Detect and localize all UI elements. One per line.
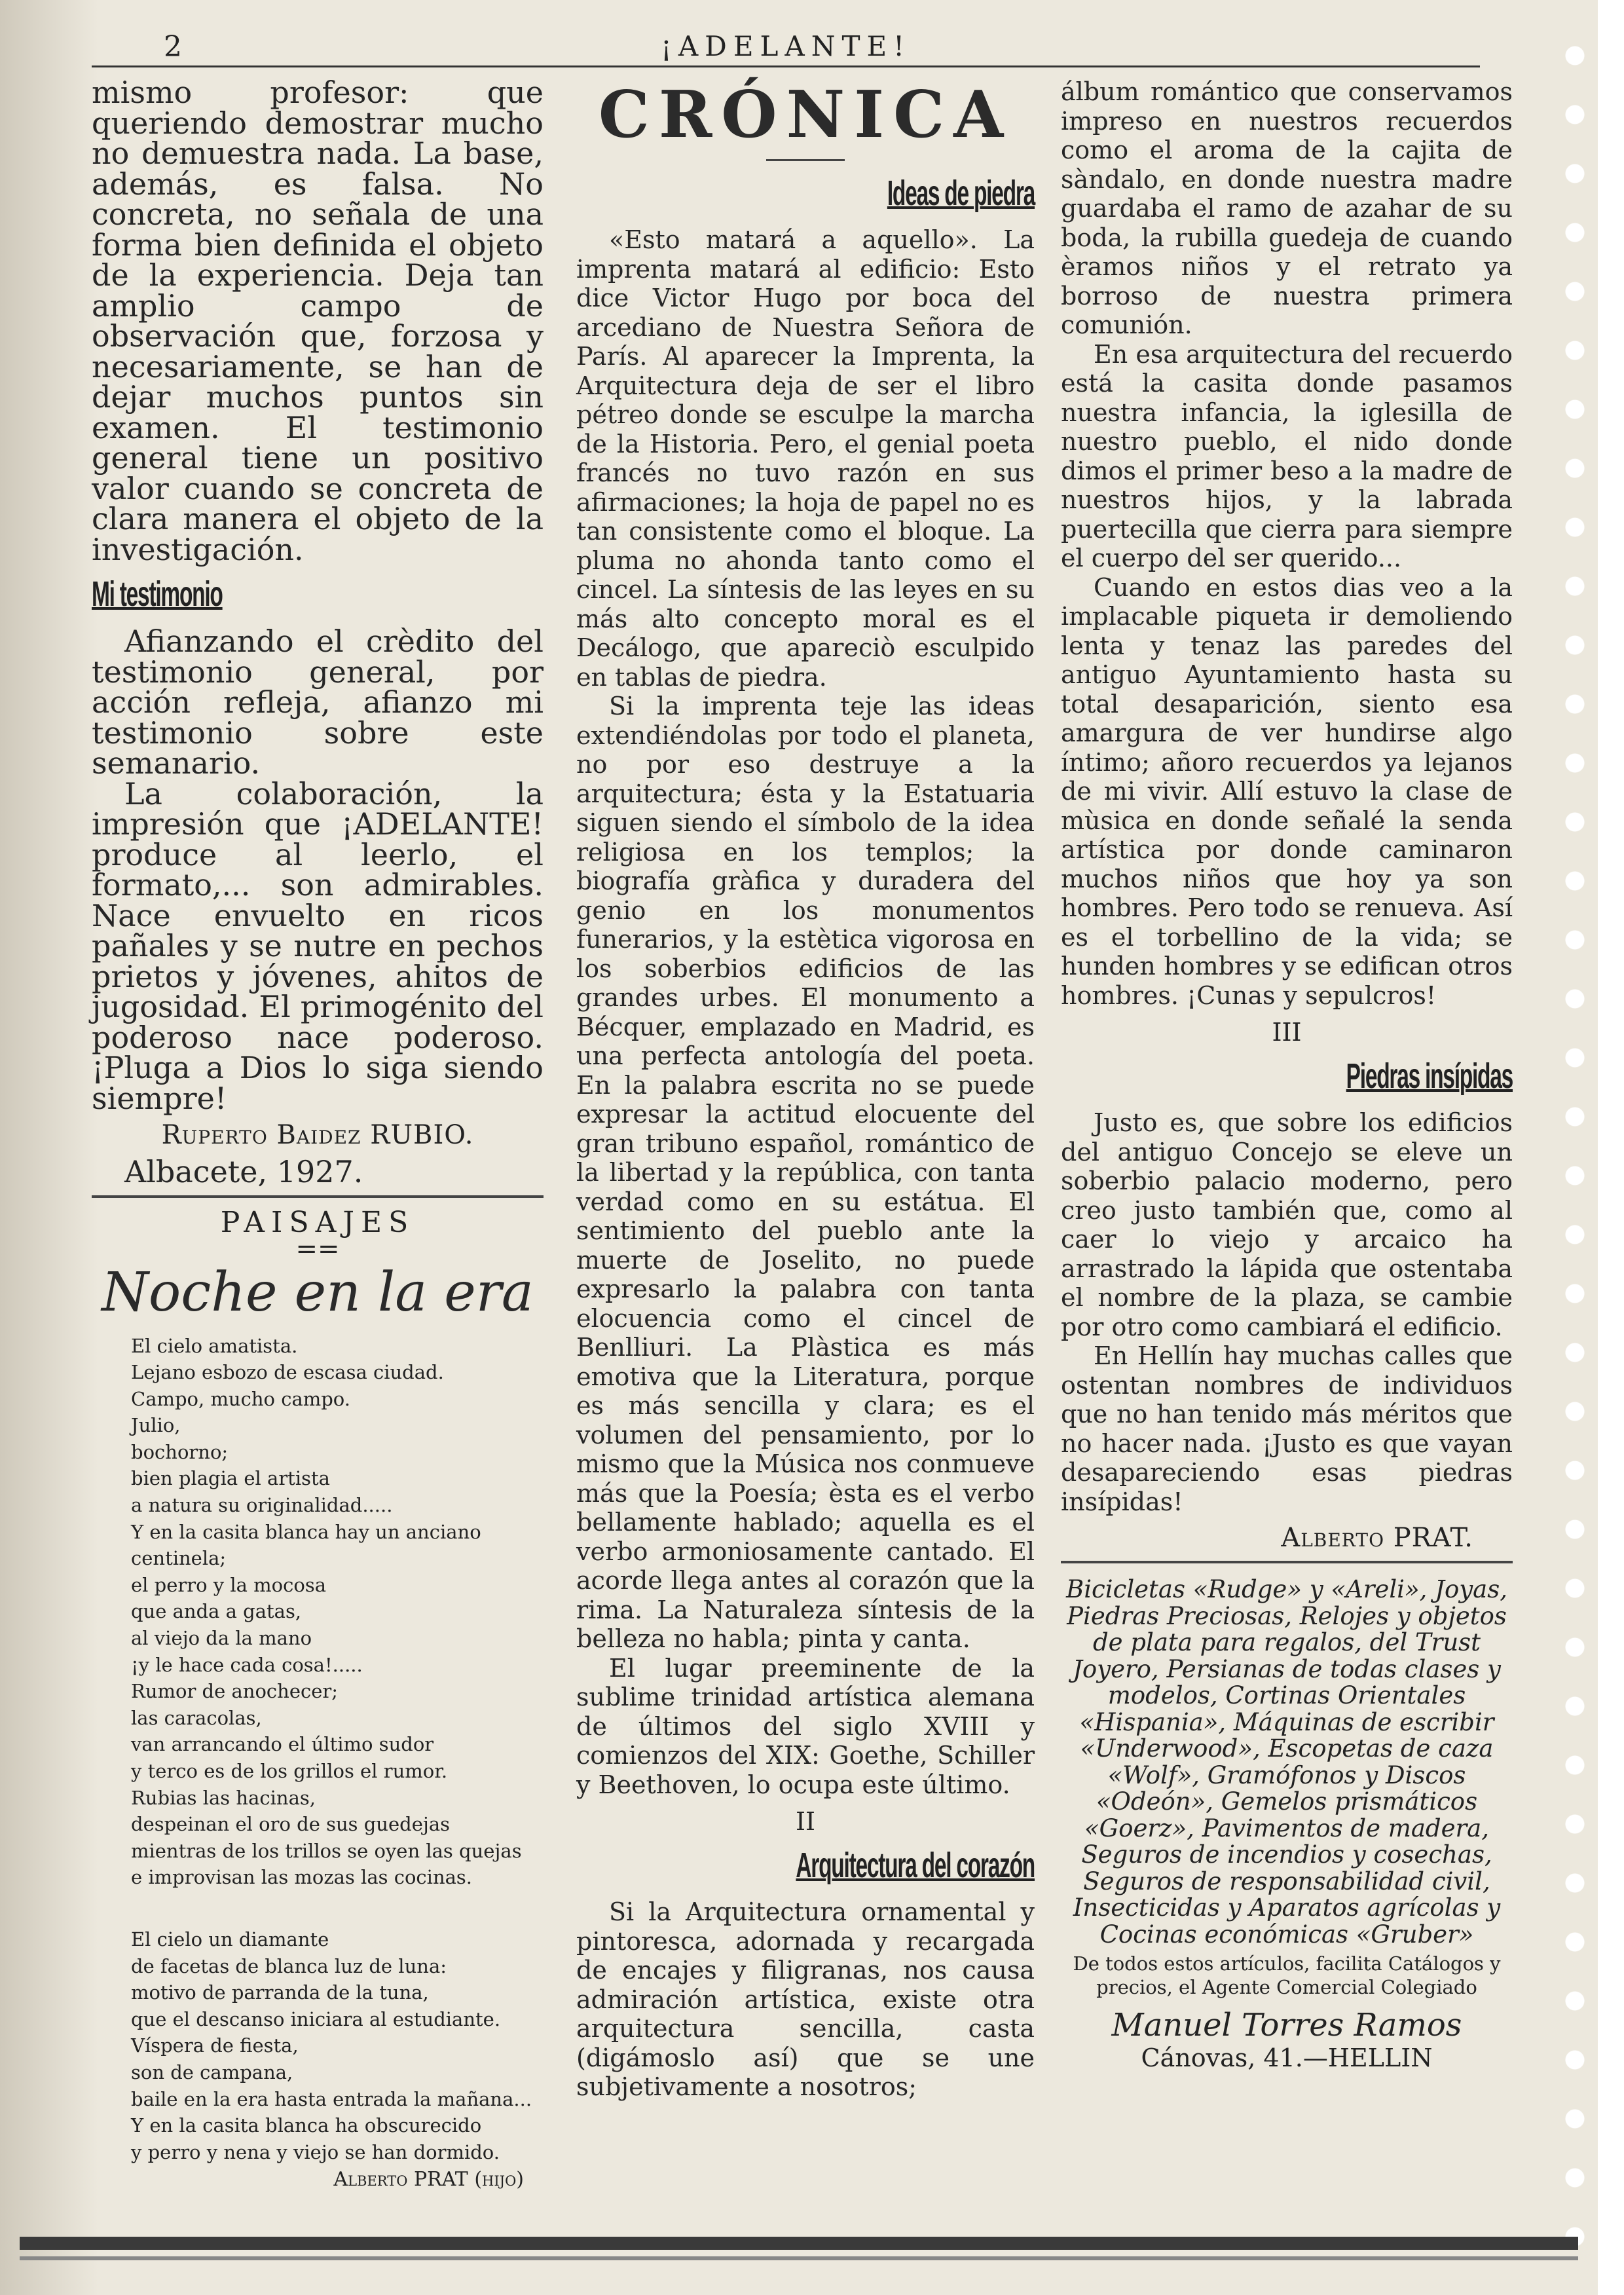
advertisement-text: Bicicletas «Rudge» y «Areli», Joyas, Piedras Preciosas, Relojes y objetos de plata para regalos, del Trust Joyero, Persianas de todas clases y modelos, Cortinas Orientales «Hispania», Máquinas de escribir «Underwood», Escopetas de caza «Wolf», Gramófonos y Discos «Odeón», Gemelos prismáticos «Goerz», Pavimentos de madera, Seguros de incendios y cosechas, Seguros de responsabilidad civil, Insecticidas y Aparatos agrícolas y Cocinas económicas «Gruber» bbox=[1066, 1575, 1507, 1949]
poem-line: van arrancando el último sudor bbox=[131, 1733, 434, 1756]
poem-line: Campo, mucho campo. bbox=[131, 1387, 350, 1410]
testimonio-paragraph: Afianzando el crèdito del testimonio general, por acción refleja, afianzo mi testimonio sobre este semanario. bbox=[92, 624, 544, 781]
bottom-border bbox=[20, 2237, 1578, 2250]
poem-line: mientras de los trillos se oyen las quejas bbox=[131, 1839, 522, 1862]
poem-line: Y en la casita blanca hay un anciano bbox=[131, 1520, 481, 1543]
poem-line: Rubias las hacinas, bbox=[131, 1786, 316, 1809]
poem-line: El cielo amatista. bbox=[131, 1334, 298, 1357]
cronica-paragraph: álbum romántico que conservamos impreso en nuestros recuerdos como el aroma de la cajita de sàndalo, en donde nuestra madre guardaba el ramo de azahar de su boda, la rubilla guedeja de cuando èramos niños y el retrato ya borroso de nuestra primera comunión. bbox=[1061, 77, 1513, 339]
author-signature: Alberto PRAT. bbox=[1281, 1523, 1473, 1553]
poem-line: Julio, bbox=[131, 1414, 181, 1437]
poem-line: las caracolas, bbox=[131, 1706, 262, 1729]
poem-line: al viejo da la mano bbox=[131, 1627, 312, 1650]
poem-line: que el descanso iniciara al estudiante. bbox=[131, 2007, 501, 2030]
cronica-paragraph: Justo es, que sobre los edificios del antiguo Concejo se eleve un soberbio palacio moderno, pero creo justo también que, como al caer lo viejo y arcaico ha arrastrado la lápida que ostentaba el nombre de la plaza, se cambie por otro como cambiará el edificio. bbox=[1061, 1108, 1513, 1341]
advertiser-address: Cánovas, 41.—HELLIN bbox=[1141, 2043, 1433, 2072]
stanza-break bbox=[131, 1891, 544, 1926]
advertisement-note: De todos estos artículos, facilita Catálogos y precios, el Agente Comercial Colegiado bbox=[1073, 1952, 1501, 1998]
poem-line: e improvisan las mozas las cocinas. bbox=[131, 1866, 473, 1889]
left-column bbox=[92, 77, 544, 2191]
poem-title: Noche en la era bbox=[101, 1261, 534, 1324]
subhead-arquitectura-del-corazon: Arquitectura del corazón bbox=[796, 1846, 1035, 1885]
poem-line: bien plagia el artista bbox=[131, 1467, 330, 1490]
poem-line: El cielo un diamante bbox=[131, 1928, 329, 1950]
poem-line: despeinan el oro de sus guedejas bbox=[131, 1813, 451, 1836]
poem-line: de facetas de blanca luz de luna: bbox=[131, 1954, 447, 1977]
cronica-paragraph: En esa arquitectura del recuerdo está la casita donde pasamos nuestra infancia, la iglesilla de nuestro pueblo, el nido donde dimos el primer beso a la madre de nuestros hijos, y la labrada puertecilla que cierra para siempre el cuerpo del ser querido... bbox=[1061, 339, 1513, 572]
subhead-mi-testimonio: Mi testimonio bbox=[92, 574, 223, 614]
section-divider bbox=[92, 1195, 544, 1198]
poem-line: Rumor de anochecer; bbox=[131, 1680, 339, 1703]
cronica-paragraph: «Esto matará a aquello». La imprenta matará al edificio: Esto dice Victor Hugo por boca del arcediano de Nuestra Señora de París. Al aparecer la Imprenta, la Arquitectura deja de ser el libro pétreo donde se esculpe la marcha de la Historia. Pero, el genial poeta francés no tuvo razón en sus afirmaciones; la hoja de papel no es tan consistente como el bloque. La pluma no ahonda tanto como el cincel. La síntesis de las leyes en su más alto concepto moral es el Decálogo, que apareciò esculpido en tablas de piedra. bbox=[576, 225, 1035, 692]
binding-shadow bbox=[0, 0, 98, 2295]
page-number: 2 bbox=[164, 30, 182, 64]
cronica-paragraph: Cuando en estos dias veo a la implacable piqueta ir demoliendo lenta y tenaz las paredes del antiguo Ayuntamiento hasta su total desaparición, siento esa amargura de ver hundirse algo íntimo; añoro recuerdos ya lejanos de mi vivir. Allí estuvo la clase de mùsica en donde señalé la senda artística por donde caminaron muchos niños que hoy ya son hombres. Pero todo se renueva. Así es el torbellino de la vida; se hunden hombres y se edifican otros hombres. ¡Cunas y sepulcros! bbox=[1061, 572, 1513, 1010]
subhead-piedras-insipidas: Piedras insípidas bbox=[1346, 1056, 1513, 1096]
poem-line: centinela; bbox=[131, 1547, 227, 1570]
page-header bbox=[92, 26, 1480, 67]
poem-signature: Alberto PRAT (hijo) bbox=[333, 2168, 524, 2192]
poem-line: son de campana, bbox=[131, 2061, 293, 2083]
left-intro-paragraph: mismo profesor: que queriendo demostrar mucho no demuestra nada. La base, además, es falsa. No concreta, no señala de una forma bien definida el objeto de la experiencia. Deja tan amplio campo de observación que, forzosa y necesariamente, se han de dejar muchos puntos sin examen. El testimonio general tiene un positivo valor cuando se concreta de clara manera el objeto de la investigación. bbox=[92, 75, 544, 567]
poem-line: Lejano esbozo de escasa ciudad. bbox=[131, 1361, 444, 1384]
poem-line: y perro y nena y viejo se han dormido. bbox=[131, 2140, 500, 2163]
poem-line: ¡y le hace cada cosa!..... bbox=[131, 1653, 363, 1676]
advertiser-name: Manuel Torres Ramos bbox=[1111, 2007, 1462, 2043]
poem-line: el perro y la mocosa bbox=[131, 1573, 327, 1596]
cronica-paragraph: El lugar preeminente de la sublime trinidad artística alemana de últimos del siglo XVIII y comienzos del XIX: Goethe, Schiller y Beethoven, lo ocupa este último. bbox=[576, 1653, 1035, 1799]
cronica-paragraph: Si la imprenta teje las ideas extendiéndolas por todo el planeta, no por eso destruye a la arquitectura; ésta y la Estatuaria siguen siendo el símbolo de la idea religiosa en los templos; la biografía gràfica y duradera del genio en los monumentos funerarios, y la estètica vigorosa en los soberbios edificios de las grandes urbes. El monumento a Bécquer, emplazado en Madrid, es una perfecta antología del poeta. En la palabra escrita no se puede expresar la actitud elocuente del gran tribuno español, romántico de la libertad y la república, con tanta verdad como en su estátua. El sentimiento del pueblo ante la muerte de Joselito, no puede expresarlo la palabra con tanta elocuencia como el cincel de Benlliuri. La Plàstica es más emotiva que la Literatura, porque es más sencilla y clara; es el volumen del pensamiento, por lo mismo que la Música nos conmueve más que la Poesía; èsta es el verbo bellamente hablado; aquella es el verbo armoniosamente cantado. El acorde llega antes al corazón que la rima. La Naturaleza síntesis de la belleza no habla; pinta y canta. bbox=[576, 692, 1035, 1653]
bottom-border-thin bbox=[20, 2256, 1578, 2260]
author-signature: Ruperto Baidez RUBIO. bbox=[161, 1120, 474, 1150]
poem-line: motivo de parranda de la tuna, bbox=[131, 1981, 429, 2004]
testimonio-paragraph: La colaboración, la impresión que ¡ADELANTE! produce al leerlo, el formato,... son admirables. Nace envuelto en ricos pañales y se nutre en pechos prietos y jóvenes, ahitos de jugosidad. El primogénito del poderoso nace poderoso. ¡Pluga a Dios lo siga siendo siempre! bbox=[92, 775, 544, 1116]
binder-holes bbox=[1552, 26, 1598, 2266]
middle-column bbox=[576, 77, 1035, 2102]
section-mark: == bbox=[295, 1233, 340, 1264]
place-date: Albacete, 1927. bbox=[124, 1154, 363, 1189]
poem-body bbox=[131, 1333, 544, 2166]
masthead-title: ¡ADELANTE! bbox=[660, 30, 912, 62]
cronica-paragraph: Si la Arquitectura ornamental y pintoresca, adornada y recargada de encajes y filigranas, nos causa admiración artística, existe otra arquitectura sencilla, casta (digámoslo así) que se une subjetivamente a nosotros; bbox=[576, 1897, 1035, 2101]
poem-line: y terco es de los grillos el rumor. bbox=[131, 1760, 448, 1782]
subhead-ideas-de-piedra: Ideas de piedra bbox=[887, 174, 1035, 213]
cronica-paragraph: En Hellín hay muchas calles que ostentan nombres de individuos que no han tenido más méritos que no hacer nada. ¡Justo es que vayan desapareciendo esas piedras insípidas! bbox=[1061, 1341, 1513, 1516]
section-divider bbox=[1061, 1561, 1513, 1563]
title-rule bbox=[766, 159, 845, 161]
poem-line: Víspera de fiesta, bbox=[131, 2034, 299, 2057]
poem-line: que anda a gatas, bbox=[131, 1600, 302, 1623]
cronica-title: CRÓNICA bbox=[598, 77, 1013, 153]
poem-line: baile en la era hasta entrada la mañana... bbox=[131, 2087, 532, 2110]
section-numeral: II bbox=[795, 1807, 816, 1836]
section-numeral: III bbox=[1272, 1018, 1302, 1047]
poem-line: a natura su originalidad..... bbox=[131, 1494, 393, 1517]
section-label-paisajes: PAISAJES bbox=[220, 1205, 415, 1239]
poem-line: Y en la casita blanca ha obscurecido bbox=[131, 2114, 482, 2137]
poem-line: bochorno; bbox=[131, 1440, 229, 1463]
right-column bbox=[1061, 77, 1513, 2072]
